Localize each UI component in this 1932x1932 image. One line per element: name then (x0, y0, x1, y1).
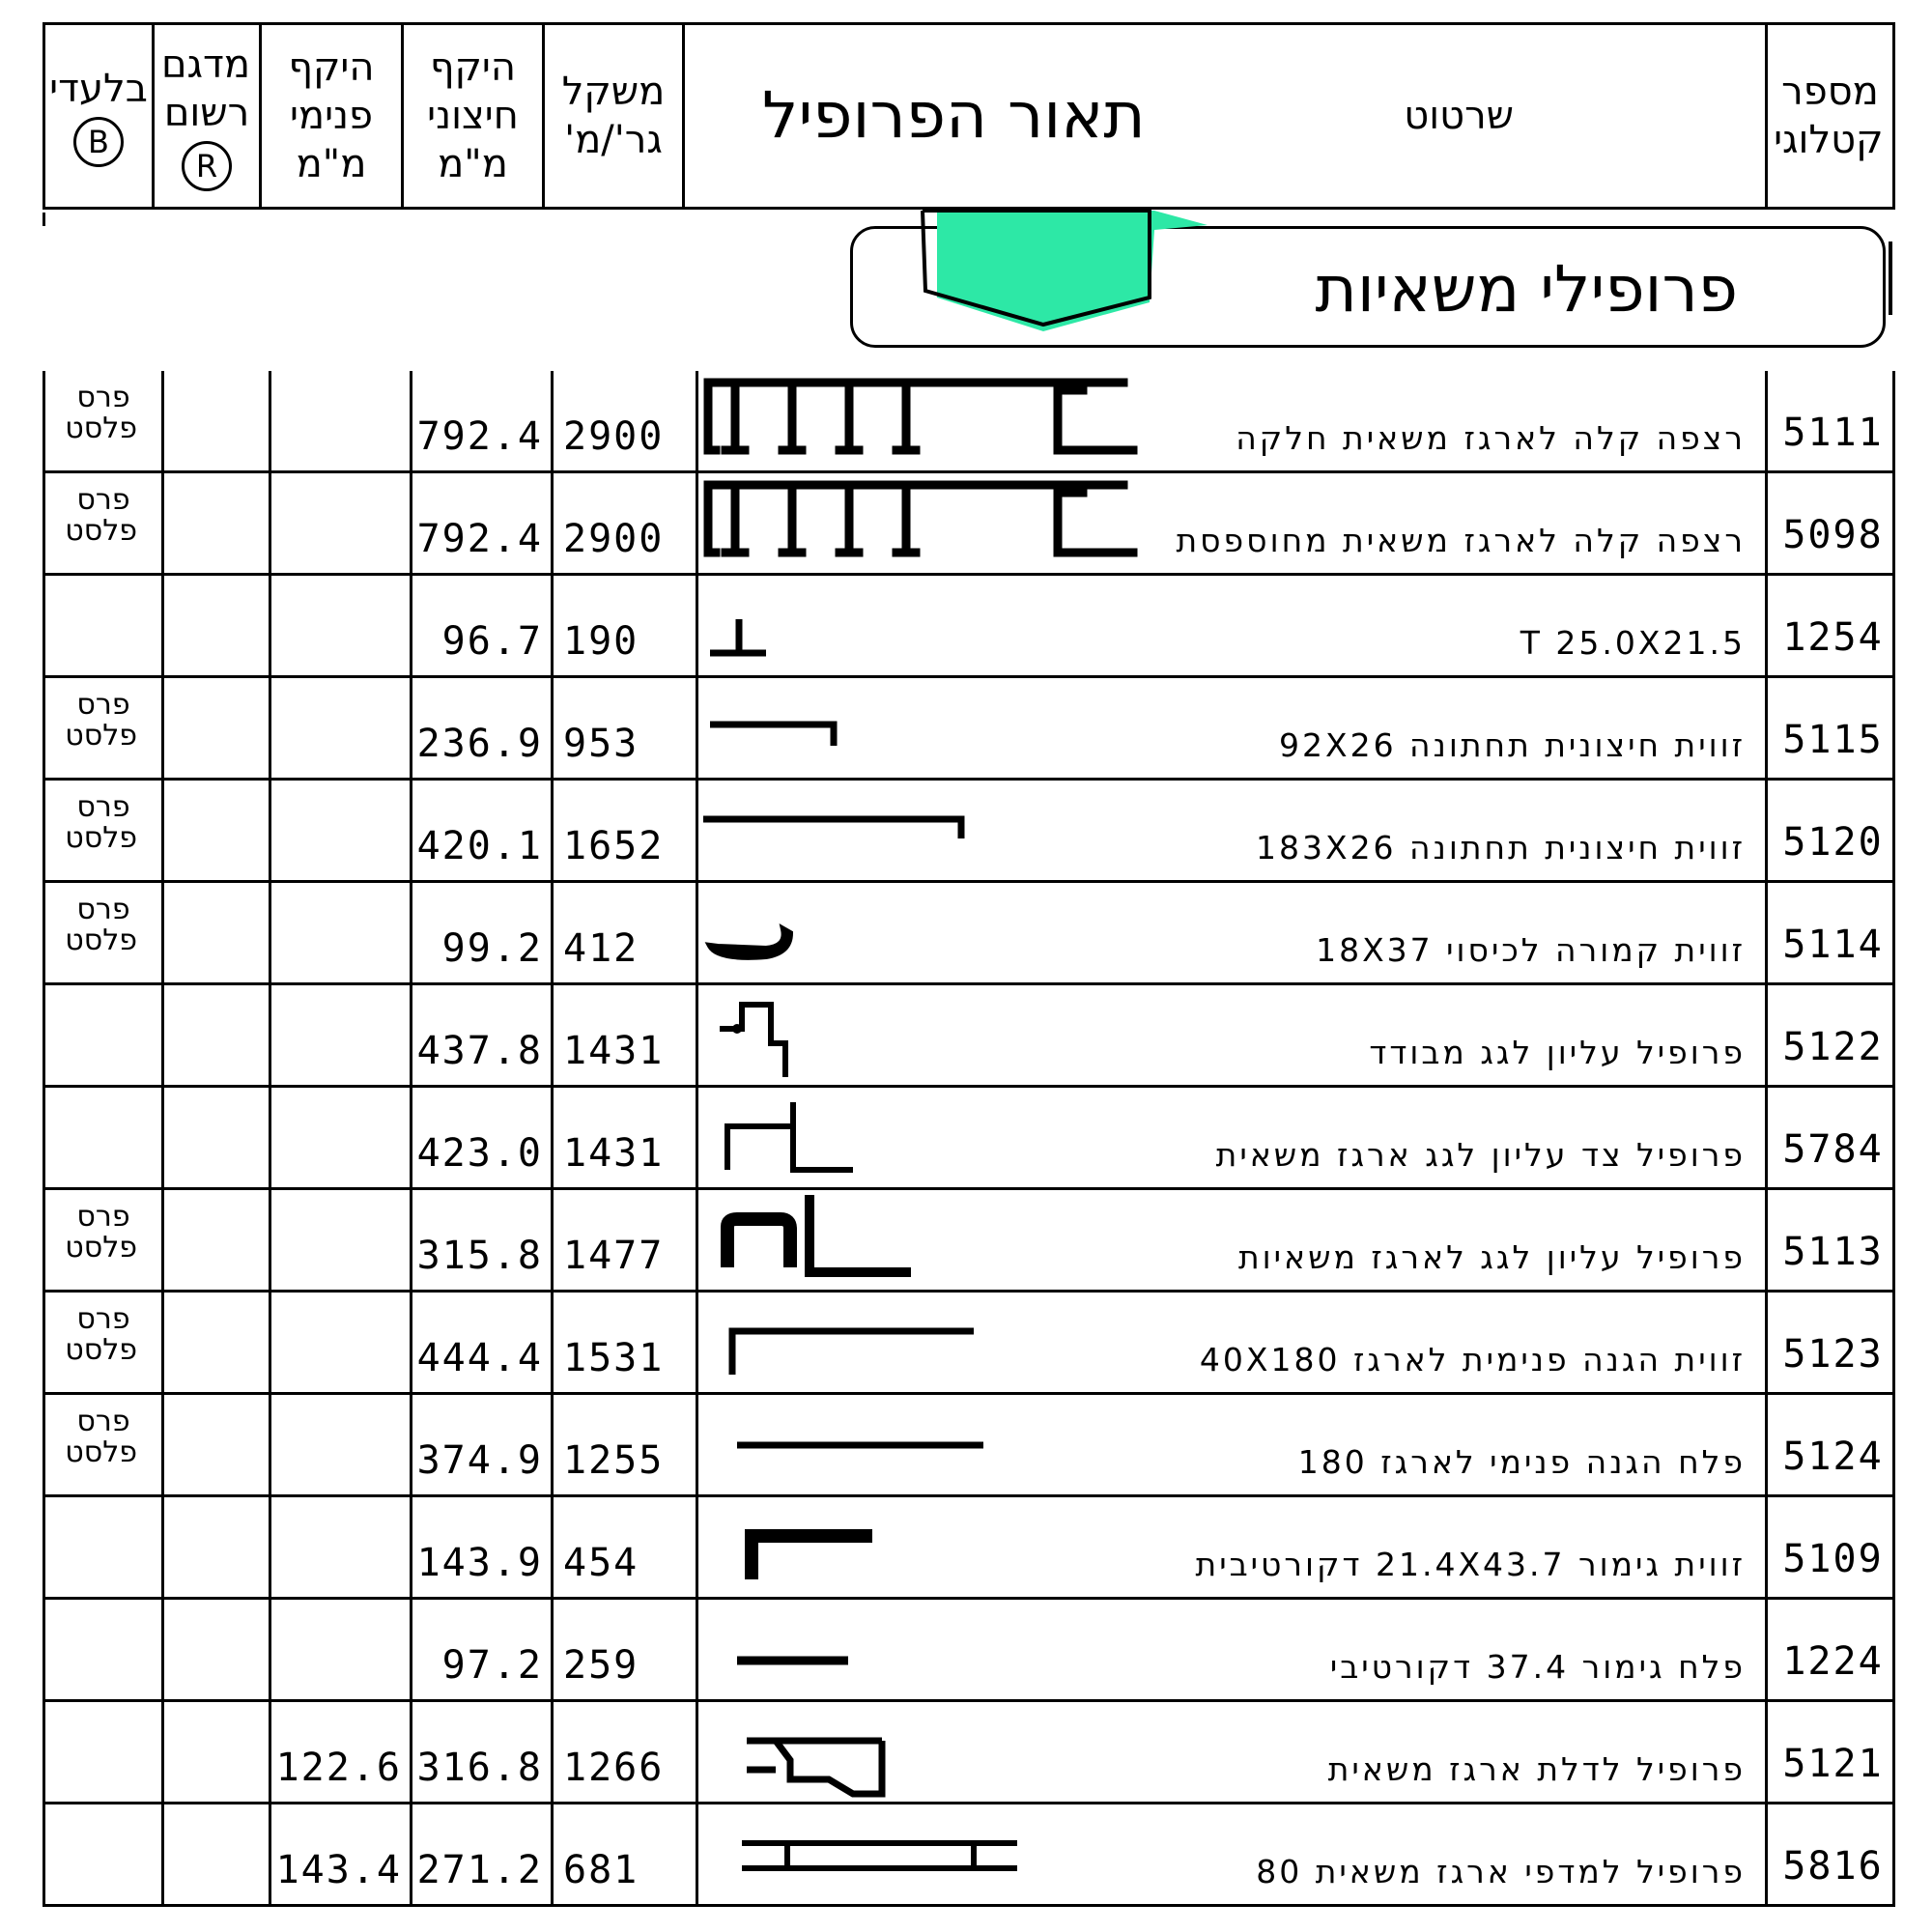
exclusive-value (70, 1088, 137, 1099)
cell-registered-design (161, 781, 269, 880)
col-catalog-label: מספר קטלוגי (1774, 70, 1884, 162)
cell-catalog (1765, 678, 1898, 778)
cell-drawing-description (696, 1497, 1765, 1597)
profile-description: פרופיל עליון לגג לארגז משאיות (1237, 1238, 1746, 1276)
cell-exclusive (45, 1088, 161, 1187)
section-tab-icon (918, 206, 1217, 331)
cell-inner (269, 371, 410, 470)
cell-exclusive (45, 1804, 161, 1904)
cell-catalog (1765, 883, 1898, 982)
profile-description: זווית חיצונית תחתונה 92X26 (1278, 726, 1746, 764)
weight-value: 1255 (563, 1438, 665, 1483)
cell-exclusive (45, 883, 161, 982)
cell-exclusive (45, 576, 161, 675)
cell-inner (269, 1190, 410, 1290)
inner-value: 122.6 (275, 1746, 402, 1790)
catalog-number: 5114 (1782, 923, 1884, 967)
exclusive-value: פרס פלסט (65, 1405, 137, 1469)
exclusive-value: פרס פלסט (65, 893, 137, 957)
exclusive-value (70, 1497, 137, 1509)
exclusive-value (70, 1804, 137, 1816)
cell-inner (269, 1497, 410, 1597)
table-row (45, 473, 1892, 576)
exclusive-value: פרס פלסט (65, 790, 137, 855)
profile-description: זווית קמורה לכיסוי 18X37 (1316, 931, 1746, 969)
outer-value: 236.9 (416, 722, 543, 766)
profile-drawing-icon (698, 1702, 1143, 1799)
cell-exclusive (45, 1293, 161, 1392)
col-inner-perimeter (259, 25, 401, 207)
cell-catalog (1765, 985, 1898, 1085)
cell-weight (551, 1497, 696, 1597)
inner-value: 143.4 (275, 1848, 402, 1892)
outer-value: 271.2 (416, 1848, 543, 1892)
weight-value: 412 (563, 926, 639, 971)
col-drawing-description (682, 25, 1765, 207)
profile-description: פלח גימור 37.4 דקורטיבי (1329, 1648, 1746, 1686)
profile-drawing-icon (698, 1497, 1143, 1594)
cell-catalog (1765, 371, 1898, 470)
outer-value: 99.2 (441, 926, 543, 971)
cell-exclusive (45, 1497, 161, 1597)
cell-outer (410, 1497, 551, 1597)
cell-catalog (1765, 1804, 1898, 1904)
cell-registered-design (161, 1190, 269, 1290)
cell-outer (410, 781, 551, 880)
profile-drawing-icon (698, 473, 1143, 570)
col-outer-perimeter-label: היקף חיצוני מ"מ (427, 45, 519, 186)
cell-drawing-description (696, 1395, 1765, 1494)
cell-weight (551, 1804, 696, 1904)
table-row (45, 1190, 1892, 1293)
col-exclusive (45, 25, 152, 207)
catalog-number: 5124 (1782, 1435, 1884, 1479)
cell-outer (410, 1190, 551, 1290)
cell-catalog (1765, 1190, 1898, 1290)
cell-registered-design (161, 576, 269, 675)
exclusive-value: פרס פלסט (65, 1302, 137, 1367)
catalog-number: 5115 (1782, 718, 1884, 762)
cell-weight (551, 1600, 696, 1699)
exclusive-circle-icon: B (73, 117, 124, 167)
cell-inner (269, 678, 410, 778)
cell-registered-design (161, 678, 269, 778)
cell-exclusive (45, 781, 161, 880)
cell-catalog (1765, 473, 1898, 573)
profile-drawing-icon (698, 576, 1143, 672)
cell-outer (410, 678, 551, 778)
cell-registered-design (161, 371, 269, 470)
outer-value: 437.8 (416, 1029, 543, 1073)
table-row (45, 1395, 1892, 1497)
profile-drawing-icon (698, 1804, 1143, 1901)
profile-drawing-icon (698, 1600, 1143, 1696)
cell-outer (410, 1293, 551, 1392)
cell-weight (551, 371, 696, 470)
col-inner-perimeter-label: היקף פנימי מ"מ (288, 45, 375, 186)
profile-description: פרופיל לדלת ארגז משאית (1327, 1750, 1746, 1788)
table-row (45, 1804, 1892, 1907)
outer-value: 316.8 (416, 1746, 543, 1790)
profile-description: זווית חיצונית תחתונה 183X26 (1255, 829, 1746, 867)
cell-weight (551, 473, 696, 573)
catalog-number: 5784 (1782, 1127, 1884, 1172)
exclusive-value (70, 1600, 137, 1611)
table-row (45, 883, 1892, 985)
outer-value: 374.9 (416, 1438, 543, 1483)
banner-right-tick (1889, 242, 1892, 315)
cell-registered-design (161, 883, 269, 982)
exclusive-value: פרס פלסט (65, 483, 137, 548)
outer-value: 423.0 (416, 1131, 543, 1176)
cell-inner (269, 883, 410, 982)
table-row (45, 576, 1892, 678)
col-weight (542, 25, 682, 207)
profile-description: זווית הגנה פנימית לארגז 40X180 (1199, 1341, 1746, 1378)
cell-catalog (1765, 1497, 1898, 1597)
cell-inner (269, 1600, 410, 1699)
cell-exclusive (45, 678, 161, 778)
cell-outer (410, 883, 551, 982)
exclusive-value (70, 1702, 137, 1714)
cell-inner (269, 1293, 410, 1392)
col-description-label: תאור הפרופיל (762, 78, 1146, 153)
catalog-number: 1224 (1782, 1639, 1884, 1684)
col-registered-design-label: מדגם רשום (160, 43, 250, 135)
col-exclusive-label: בלעדי (49, 67, 148, 111)
cell-catalog (1765, 576, 1898, 675)
cell-drawing-description (696, 883, 1765, 982)
cell-weight (551, 781, 696, 880)
cell-registered-design (161, 985, 269, 1085)
profile-drawing-icon (698, 1088, 1143, 1184)
cell-registered-design (161, 1293, 269, 1392)
profile-description: פרופיל צד עליון לגג ארגז משאית (1215, 1136, 1746, 1174)
weight-value: 259 (563, 1643, 639, 1688)
profile-drawing-icon (698, 678, 1143, 775)
cell-exclusive (45, 473, 161, 573)
outer-value: 792.4 (416, 414, 543, 459)
weight-value: 1431 (563, 1131, 665, 1176)
cell-drawing-description (696, 1702, 1765, 1802)
weight-value: 953 (563, 722, 639, 766)
weight-value: 1431 (563, 1029, 665, 1073)
catalog-number: 5113 (1782, 1230, 1884, 1274)
weight-value: 1652 (563, 824, 665, 868)
cell-inner (269, 985, 410, 1085)
profile-drawing-icon (698, 371, 1143, 468)
cell-registered-design (161, 1497, 269, 1597)
outer-value: 792.4 (416, 517, 543, 561)
profile-description: פלח הגנה פנימי לארגז 180 (1297, 1443, 1746, 1481)
table-row (45, 985, 1892, 1088)
weight-value: 681 (563, 1848, 639, 1892)
exclusive-value (70, 576, 137, 587)
cell-inner (269, 576, 410, 675)
catalog-number: 5109 (1782, 1537, 1884, 1581)
outer-value: 420.1 (416, 824, 543, 868)
cell-outer (410, 576, 551, 675)
cell-registered-design (161, 1395, 269, 1494)
cell-registered-design (161, 1600, 269, 1699)
table-row (45, 1293, 1892, 1395)
cell-catalog (1765, 1395, 1898, 1494)
profile-drawing-icon (698, 781, 1143, 877)
exclusive-value: פרס פלסט (65, 1200, 137, 1264)
banner-left-line (43, 213, 45, 226)
cell-drawing-description (696, 1293, 1765, 1392)
table-row (45, 1600, 1892, 1702)
weight-value: 454 (563, 1541, 639, 1585)
section-title: פרופילי משאיות (1315, 252, 1738, 327)
weight-value: 1477 (563, 1234, 665, 1278)
cell-weight (551, 576, 696, 675)
table-row (45, 1702, 1892, 1804)
table-row (45, 678, 1892, 781)
profile-description: רצפה קלה לארגז משאית מחוספסת (1176, 522, 1746, 559)
cell-weight (551, 985, 696, 1085)
catalog-number: 5122 (1782, 1025, 1884, 1069)
cell-exclusive (45, 371, 161, 470)
catalog-number: 5123 (1782, 1332, 1884, 1377)
cell-weight (551, 1702, 696, 1802)
cell-drawing-description (696, 473, 1765, 573)
cell-exclusive (45, 1600, 161, 1699)
cell-catalog (1765, 1293, 1898, 1392)
column-header-row (43, 22, 1895, 210)
cell-drawing-description (696, 1600, 1765, 1699)
cell-drawing-description (696, 985, 1765, 1085)
table-row (45, 781, 1892, 883)
cell-outer (410, 371, 551, 470)
catalog-number: 1254 (1782, 615, 1884, 660)
cell-catalog (1765, 1600, 1898, 1699)
profile-description: רצפה קלה לארגז משאית חלקה (1236, 419, 1746, 457)
cell-outer (410, 1600, 551, 1699)
cell-outer (410, 1702, 551, 1802)
profile-description: זווית גימור 21.4X43.7 דקורטיבית (1195, 1546, 1746, 1583)
outer-value: 143.9 (416, 1541, 543, 1585)
table-row (45, 371, 1892, 473)
cell-drawing-description (696, 678, 1765, 778)
cell-weight (551, 1190, 696, 1290)
profile-drawing-icon (698, 883, 1143, 980)
col-drawing-label: שרטוט (1404, 94, 1514, 138)
cell-weight (551, 883, 696, 982)
cell-catalog (1765, 781, 1898, 880)
cell-drawing-description (696, 371, 1765, 470)
cell-registered-design (161, 473, 269, 573)
catalog-number: 5121 (1782, 1742, 1884, 1786)
cell-exclusive (45, 1190, 161, 1290)
profile-description: פרופיל עליון לגג מבודד (1369, 1034, 1746, 1071)
cell-weight (551, 1088, 696, 1187)
catalog-number: 5120 (1782, 820, 1884, 865)
cell-drawing-description (696, 1088, 1765, 1187)
weight-value: 1266 (563, 1746, 665, 1790)
profile-drawing-icon (698, 1395, 1143, 1492)
cell-outer (410, 1804, 551, 1904)
outer-value: 96.7 (441, 619, 543, 664)
cell-outer (410, 1395, 551, 1494)
exclusive-value: פרס פלסט (65, 381, 137, 445)
cell-registered-design (161, 1702, 269, 1802)
cell-weight (551, 1395, 696, 1494)
cell-catalog (1765, 1702, 1898, 1802)
cell-drawing-description (696, 781, 1765, 880)
profiles-table (43, 371, 1895, 1907)
cell-weight (551, 1293, 696, 1392)
cell-registered-design (161, 1088, 269, 1187)
profile-drawing-icon (698, 1190, 1143, 1287)
cell-exclusive (45, 1395, 161, 1494)
cell-outer (410, 985, 551, 1085)
catalog-number: 5111 (1782, 411, 1884, 455)
catalog-number: 5098 (1782, 513, 1884, 557)
col-catalog (1765, 25, 1892, 207)
outer-value: 315.8 (416, 1234, 543, 1278)
outer-value: 444.4 (416, 1336, 543, 1380)
profile-description: פרופיל למדפי ארגז משאית 80 (1256, 1853, 1746, 1890)
table-row (45, 1497, 1892, 1600)
exclusive-value (70, 985, 137, 997)
weight-value: 2900 (563, 517, 665, 561)
exclusive-value: פרס פלסט (65, 688, 137, 753)
weight-value: 2900 (563, 414, 665, 459)
profile-drawing-icon (698, 985, 1143, 1082)
cell-inner (269, 781, 410, 880)
weight-value: 190 (563, 619, 639, 664)
outer-value: 97.2 (441, 1643, 543, 1688)
col-outer-perimeter (401, 25, 542, 207)
cell-exclusive (45, 1702, 161, 1802)
cell-drawing-description (696, 576, 1765, 675)
catalog-number: 5816 (1782, 1844, 1884, 1889)
table-row (45, 1088, 1892, 1190)
cell-drawing-description (696, 1190, 1765, 1290)
cell-inner (269, 473, 410, 573)
cell-inner (269, 1702, 410, 1802)
cell-inner (269, 1804, 410, 1904)
cell-drawing-description (696, 1804, 1765, 1904)
cell-outer (410, 473, 551, 573)
col-registered-design (152, 25, 259, 207)
profile-drawing-icon (698, 1293, 1143, 1389)
cell-inner (269, 1395, 410, 1494)
cell-registered-design (161, 1804, 269, 1904)
weight-value: 1531 (563, 1336, 665, 1380)
cell-weight (551, 678, 696, 778)
cell-catalog (1765, 1088, 1898, 1187)
col-weight-label: משקל גר'/מ' (561, 70, 666, 162)
profile-description: T 25.0X21.5 (1520, 624, 1746, 662)
cell-exclusive (45, 985, 161, 1085)
cell-outer (410, 1088, 551, 1187)
cell-inner (269, 1088, 410, 1187)
registered-circle-icon: R (182, 141, 232, 191)
